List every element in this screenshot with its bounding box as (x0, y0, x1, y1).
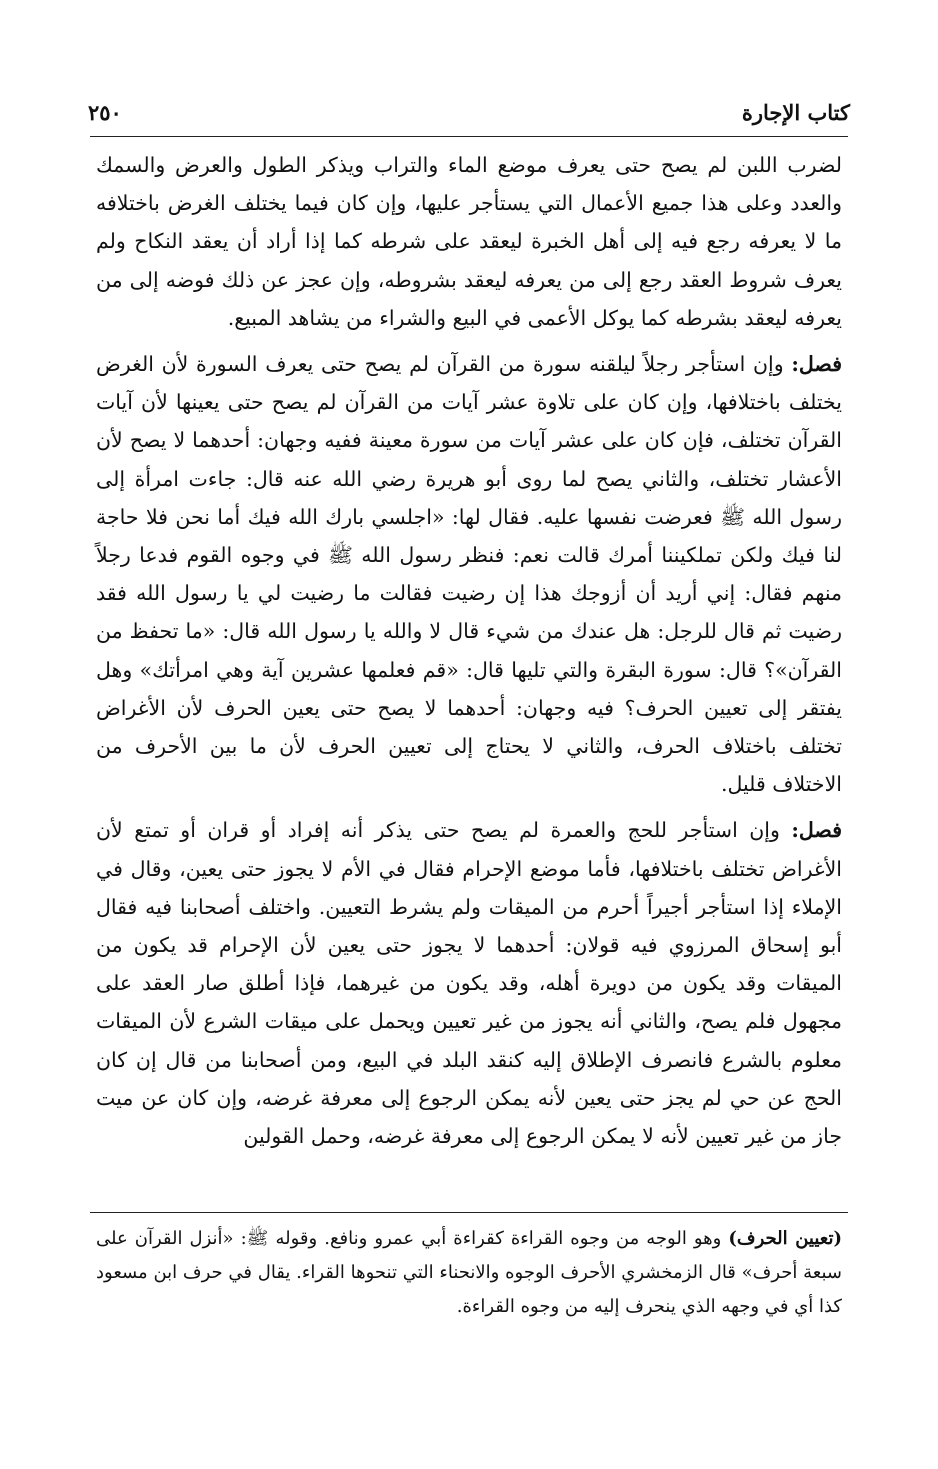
footnote-paragraph (96, 1222, 842, 1324)
paragraph (96, 146, 842, 337)
paragraph-text: لضرب اللبن لم يصح حتى يعرف موضع الماء والتراب ويذكر الطول والعرض والسمك والعدد وعلى هذا جميع الأعمال التي يستأجر عليها، وإن كان فيما يختلف الغرض باختلافه ما لا يعرفه رجع فيه إلى أهل الخبرة ليعقد على شرطه كما إذا أراد أن يعقد النكاح ولم يعرف شروط العقد رجع إلى من يعرفه ليعقد بشروطه، وإن عجز عن ذلك فوضه إلى من يعرفه ليعقد بشرطه كما يوكل الأعمى في البيع والشراء من يشاهد المبيع. (96, 153, 842, 330)
footnote-text: وهو الوجه من وجوه القراءة كقراءة أبي عمرو ونافع. وقوله ﷺ: «أنزل القرآن على سبعة أحرف» قال الزمخشري الأحرف الوجوه والانحناء التي تنحوها القراء. يقال في حرف ابن مسعود كذا أي في وجهه الذي ينحرف إليه من وجوه القراءة. (96, 1228, 842, 1317)
paragraph-text: وإن استأجر للحج والعمرة لم يصح حتى يذكر أنه إفراد أو قران أو تمتع لأن الأغراض تختلف باختلافها، فأما موضع الإحرام فقال في الأم لا يجوز حتى يعين، وقال في الإملاء إذا استأجر أجيراً أحرم من الميقات ولم يشرط التعيين. واختلف أصحابنا فيه فقال أبو إسحاق المرزوي فيه قولان: أحدهما لا يجوز حتى يعين لأن الإحرام قد يكون من الميقات وقد يكون من دويرة أهله، وقد يكون من غيرهما، فإذا أطلق صار العقد على مجهول فلم يصح، والثاني أنه يجوز من غير تعيين ويحمل على ميقات الشرع لأن الميقات معلوم بالشرع فانصرف الإطلاق إليه كنقد البلد في البيع، ومن أصحابنا من قال إن كان الحج عن حي لم يجز حتى يعين لأنه يمكن الرجوع إلى معرفة غرضه، وإن كان عن ميت جاز من غير تعيين لأنه لا يمكن الرجوع إلى معرفة غرضه، وحمل القولين (96, 818, 842, 1149)
book-title: كتاب الإجارة (741, 100, 850, 125)
paragraph-text: وإن استأجر رجلاً ليلقنه سورة من القرآن لم يصح حتى يعرف السورة لأن الغرض يختلف باختلافها، وإن كان على تلاوة عشر آيات من القرآن لم يصح حتى يعينها لأن آيات القرآن تختلف، فإن كان على عشر آيات من سورة معينة ففيه وجهان: أحدهما لا يصح لأن الأعشار تختلف، والثاني يصح لما روى أبو هريرة رضي الله عنه قال: جاءت امرأة إلى رسول الله ﷺ فعرضت نفسها عليه. فقال لها: «اجلسي بارك الله فيك أما نحن فلا حاجة لنا فيك ولكن تملكيننا أمرك قالت نعم: فنظر رسول الله ﷺ في وجوه القوم فدعا رجلاً منهم فقال: إني أريد أن أزوجك هذا إن رضيت فقالت ما رضيت لي يا رسول الله فقد رضيت ثم قال للرجل: هل عندك من شيء قال لا والله يا رسول الله قال: «ما تحفظ من القرآن»؟ قال: سورة البقرة والتي تليها قال: «قم فعلمها عشرين آية وهي امرأتك» وهل يفتقر إلى تعيين الحرف؟ فيه وجهان: أحدهما لا يصح حتى يعين الحرف لأن الأغراض تختلف باختلاف الحرف، والثاني لا يحتاج إلى تعيين الحرف لأن ما بين الأحرف من الاختلاف قليل. (96, 352, 843, 797)
footnote (96, 1222, 842, 1324)
paragraph (96, 811, 842, 1155)
section-marker: فصل: (791, 818, 842, 843)
footnote-term: (تعيين الحرف) (728, 1228, 842, 1249)
header-divider (90, 136, 848, 137)
paragraph (96, 345, 842, 803)
section-marker: فصل: (791, 352, 842, 377)
page-number: ٢٥٠ (88, 100, 122, 125)
main-text (96, 146, 842, 1155)
footnote-divider (90, 1212, 848, 1213)
page-header (88, 96, 850, 132)
